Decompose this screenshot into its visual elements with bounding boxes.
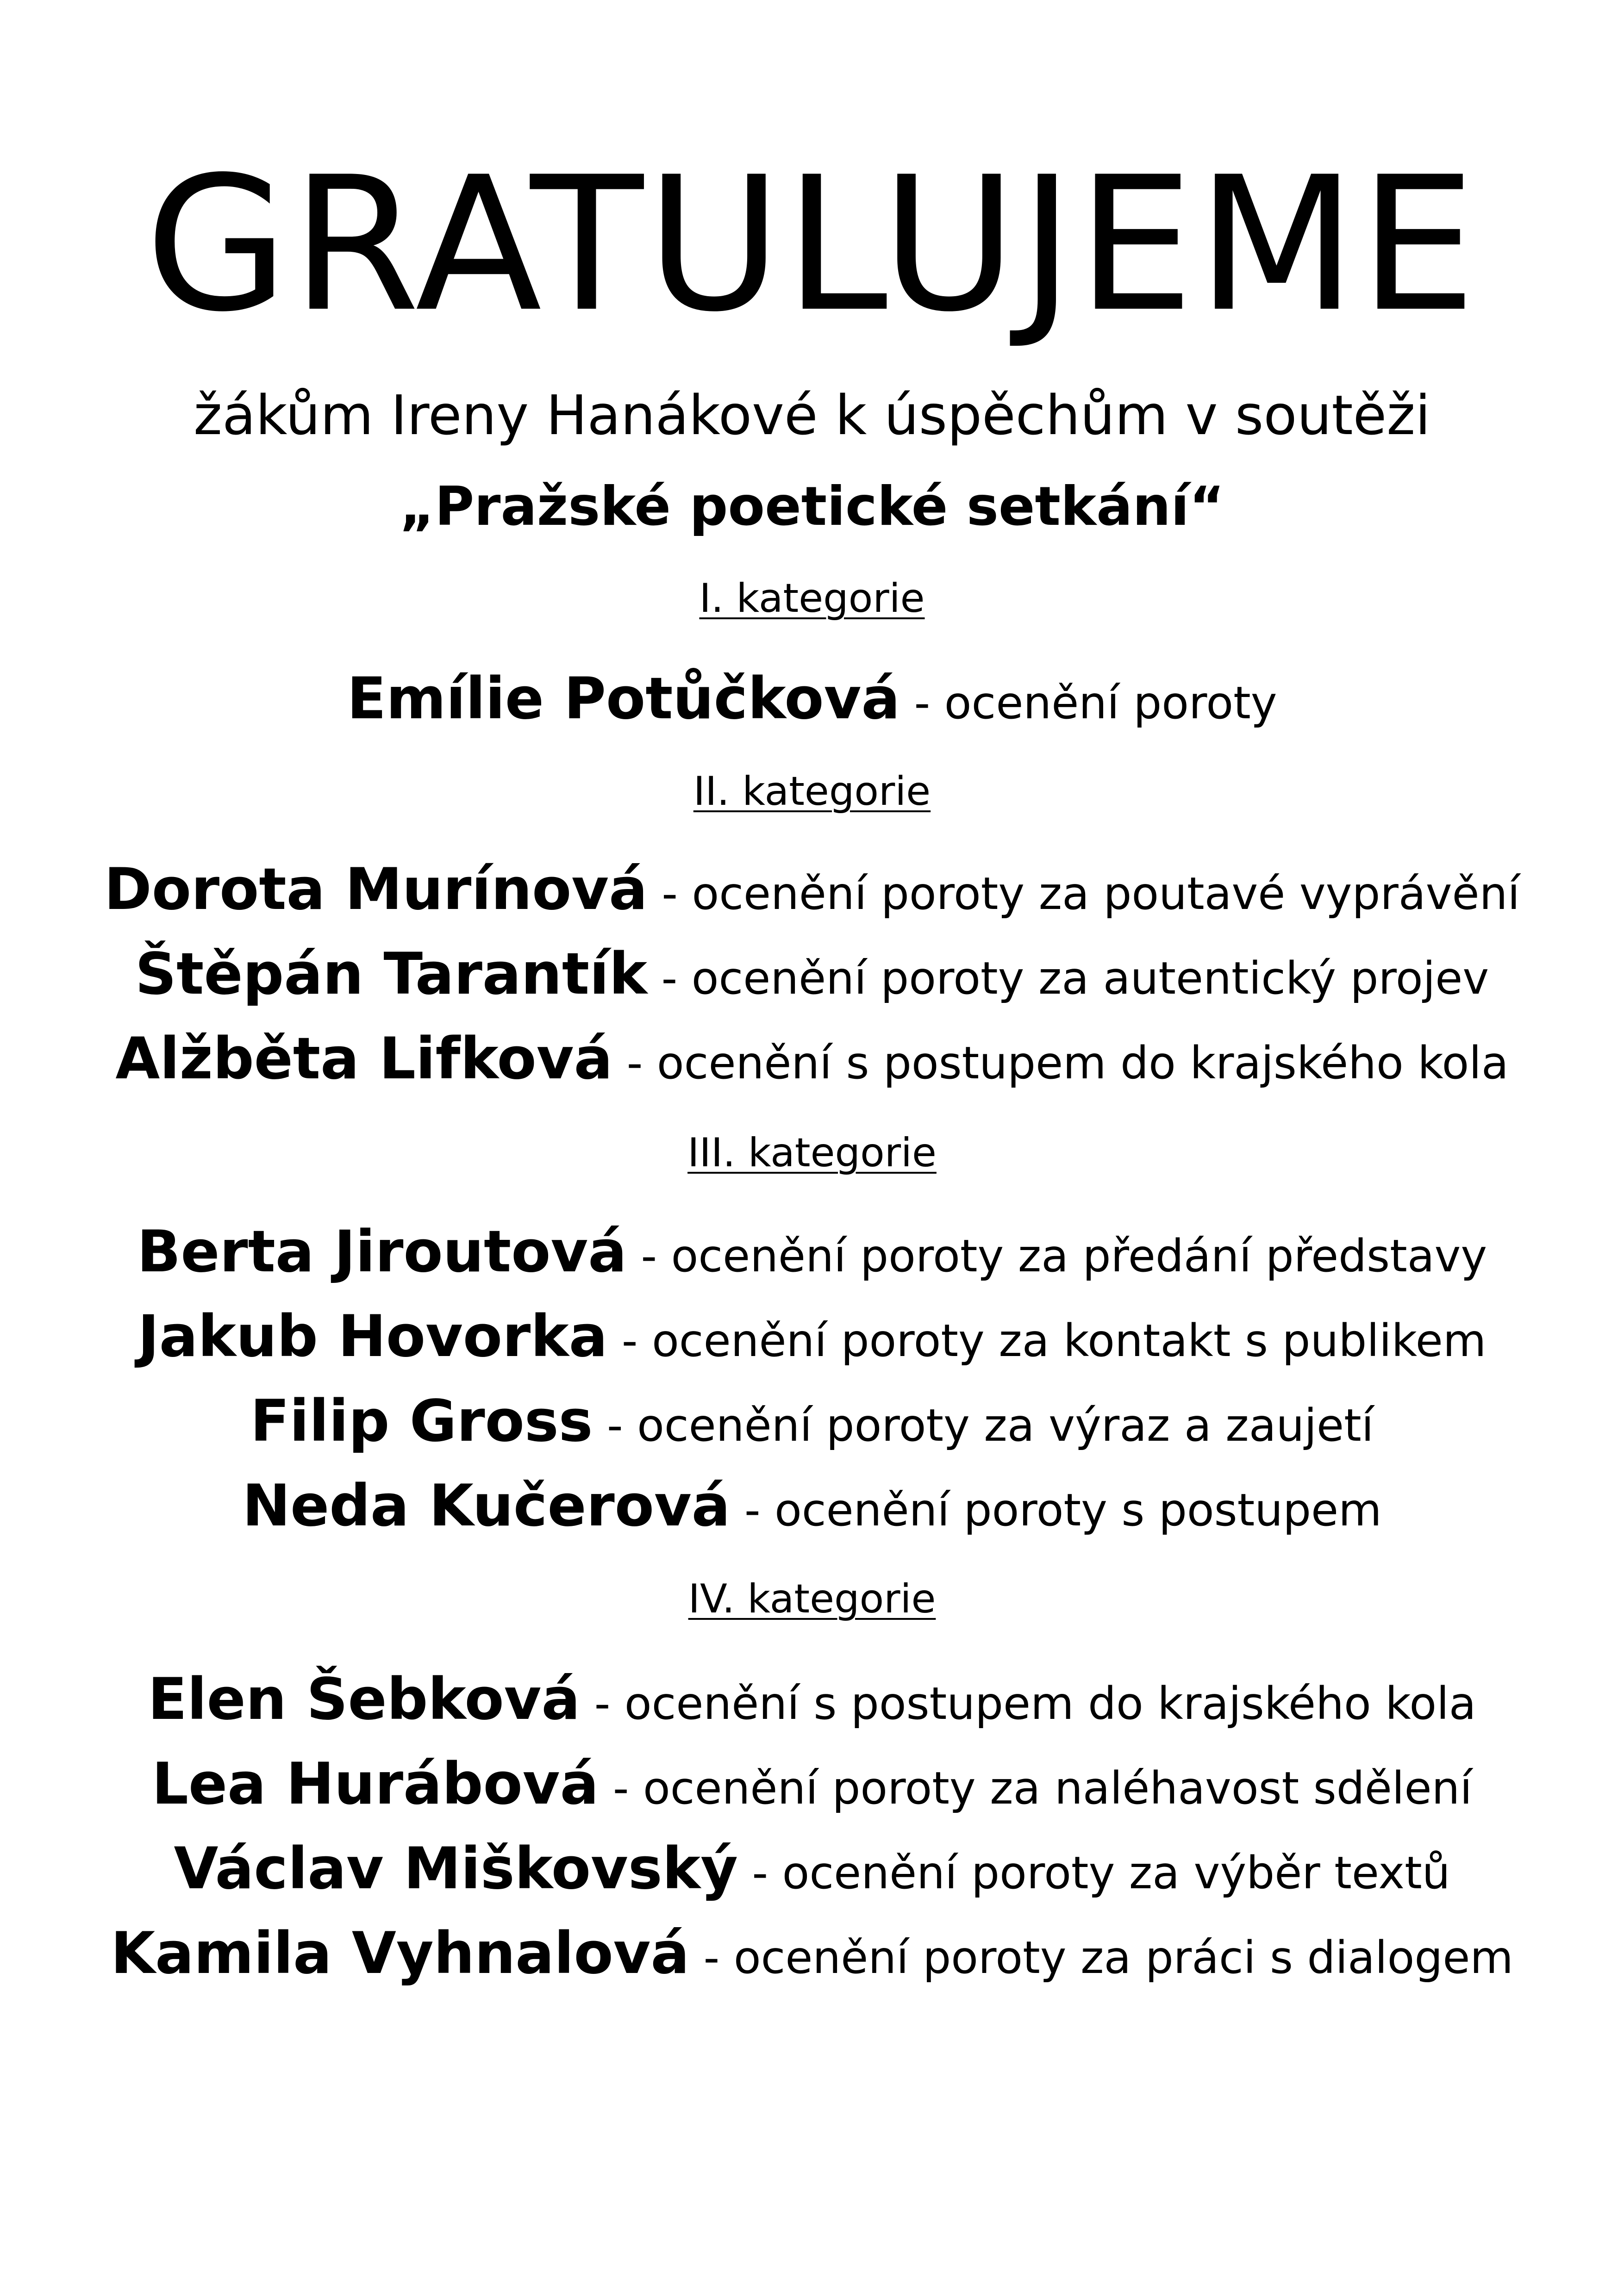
award-entry xyxy=(0,1384,1624,1462)
category-heading-4: IV. kategorie xyxy=(688,1576,936,1622)
award-entry xyxy=(0,1215,1624,1293)
award-text: - ocenění poroty s postupem xyxy=(730,1484,1382,1536)
student-name: Dorota Murínová xyxy=(104,856,648,923)
award-entry xyxy=(0,1916,1624,1995)
student-name: Kamila Vyhnalová xyxy=(111,1920,690,1987)
student-name: Alžběta Lifková xyxy=(115,1026,613,1092)
award-entry xyxy=(0,662,1624,740)
award-entry xyxy=(0,1022,1624,1100)
award-entry xyxy=(0,1662,1624,1741)
student-name: Jakub Hovorka xyxy=(137,1303,608,1370)
award-entry xyxy=(0,852,1624,931)
student-name: Václav Miškovský xyxy=(174,1836,738,1902)
award-entry xyxy=(0,1469,1624,1547)
category-heading-1: I. kategorie xyxy=(699,575,925,622)
student-name: Filip Gross xyxy=(250,1388,593,1455)
award-text: - ocenění poroty xyxy=(900,677,1277,729)
award-text: - ocenění s postupem do krajského kola xyxy=(580,1678,1476,1730)
award-text: - ocenění poroty za poutavé vyprávění xyxy=(647,868,1520,920)
competition-name: „Pražské poetické setkání“ xyxy=(399,475,1225,538)
student-name: Štěpán Tarantík xyxy=(135,941,648,1008)
student-name: Neda Kučerová xyxy=(242,1473,731,1539)
award-text: - ocenění poroty za autentický projev xyxy=(647,952,1489,1004)
award-text: - ocenění poroty za výraz a zaujetí xyxy=(593,1400,1374,1451)
student-name: Elen Šebková xyxy=(148,1666,581,1733)
category-heading-2: II. kategorie xyxy=(693,768,931,815)
award-entry xyxy=(0,937,1624,1015)
award-text: - ocenění poroty za výběr textů xyxy=(737,1847,1450,1899)
award-text: - ocenění poroty za práci s dialogem xyxy=(689,1932,1513,1984)
student-name: Lea Hurábová xyxy=(151,1751,599,1817)
student-name: Emílie Potůčková xyxy=(347,666,900,732)
award-text: - ocenění poroty za naléhavost sdělení xyxy=(599,1762,1473,1814)
award-text: - ocenění poroty za kontakt s publikem xyxy=(607,1315,1487,1367)
dedication-line: žákům Ireny Hanákové k úspěchům v soutěži xyxy=(194,383,1430,447)
award-entry xyxy=(0,1832,1624,1910)
student-name: Berta Jiroutová xyxy=(137,1219,627,1285)
award-text: - ocenění poroty za předání představy xyxy=(626,1230,1487,1282)
award-entry xyxy=(0,1747,1624,1825)
page-title: GRATULUJEME xyxy=(145,137,1479,353)
award-entry xyxy=(0,1300,1624,1378)
award-text: - ocenění s postupem do krajského kola xyxy=(612,1037,1509,1089)
category-heading-3: III. kategorie xyxy=(687,1130,937,1176)
